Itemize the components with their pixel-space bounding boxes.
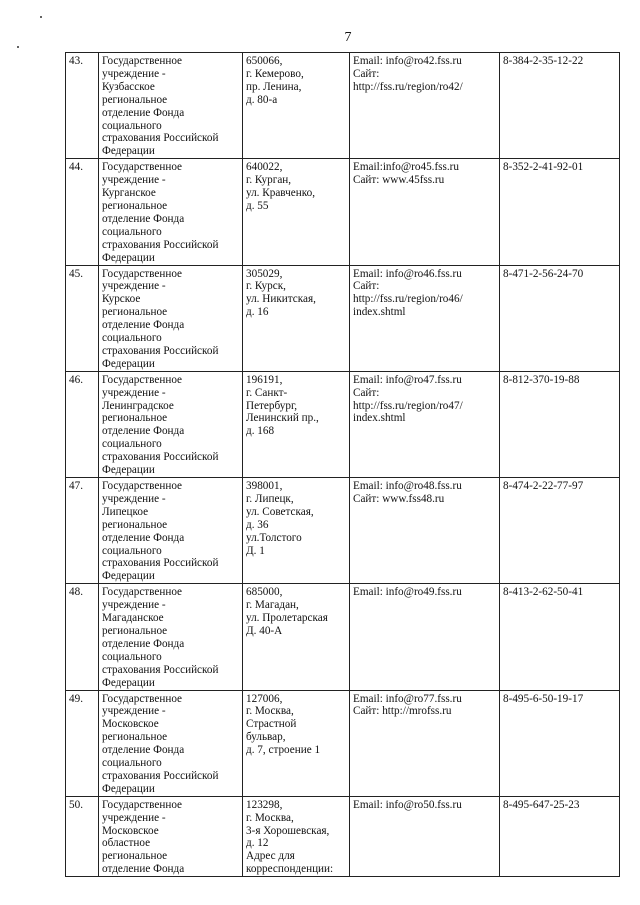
postal-address-line: г. Магадан, [246,599,299,612]
institution-name-line: Курганское [102,187,156,200]
postal-address-line: Адрес для [246,850,295,863]
postal-address-line: 640022, [246,161,283,174]
institution-name-line: региональное [102,624,168,637]
contact-info-line: Сайт: http://mrofss.ru [353,705,452,718]
contact-info [350,53,500,159]
postal-address-line: 3-я Хорошевская, [246,824,330,837]
postal-address [243,159,350,265]
contact-info-line: Email: info@ro46.fss.ru [353,267,462,280]
contact-info [350,478,500,584]
contact-info-line: Email: info@ro49.fss.ru [353,586,462,599]
contact-info [350,690,500,796]
institution-name-line: Федерации [102,570,155,583]
institution-name-line: Государственное [102,267,183,280]
contact-info-line: Сайт: [353,386,380,399]
institution-name-line: социального [102,225,162,238]
postal-address-line: г. Кемерово, [246,67,304,80]
institution-name-line: региональное [102,850,168,863]
page-number: 7 [344,30,352,45]
postal-address-line: г. Москва, [246,811,294,824]
contact-info-line: Email: info@ro42.fss.ru [353,55,462,67]
contact-info-line: Email: info@ro50.fss.ru [353,798,462,811]
contact-info-line: Сайт: [353,67,380,80]
postal-address-line: д. 12 [246,837,269,850]
postal-address-line: д. 168 [246,425,275,438]
postal-address-line: 127006, [246,692,283,705]
institution-name-line: учреждение - [102,386,166,399]
phone-number: 8-495-6-50-19-17 [500,690,620,796]
institution-name-line: отделение Фонда [102,212,185,225]
institution-name-line: Государственное [102,373,183,386]
contact-info-line: http://fss.ru/region/ro42/ [353,80,463,93]
row-number: 46. [66,371,99,477]
contact-info-line: index.shtml [353,412,406,425]
postal-address-line: ул. Советская, [246,505,314,518]
phone-number: 8-413-2-62-50-41 [500,584,620,690]
institution-name [99,796,243,876]
row-number: 43. [66,53,99,159]
postal-address-line: д. 7, строение 1 [246,744,321,757]
postal-address [243,796,350,876]
table-row [66,478,620,584]
contact-info-line: http://fss.ru/region/ro46/ [353,293,463,306]
institution-name-line: Государственное [102,55,183,67]
institution-name-line: региональное [102,199,168,212]
postal-address-line: 305029, [246,267,283,280]
institution-name-line: Кузбасское [102,80,155,93]
institution-name-line: учреждение - [102,492,166,505]
institution-name [99,159,243,265]
institution-name-line: отделение Фонда [102,531,185,544]
institution-name-line: социального [102,757,162,770]
institution-name-line: Федерации [102,464,155,477]
table-row [66,584,620,690]
postal-address-line: г. Курган, [246,174,292,187]
postal-address-line: г. Санкт- [246,386,288,399]
institution-name-line: страхования Российской [102,557,219,570]
institution-name-line: страхования Российской [102,769,219,782]
institution-name-line: социального [102,650,162,663]
institution-name-line: отделение Фонда [102,319,185,332]
postal-address-line: ул. Пролетарская [246,612,328,625]
postal-address-line: г. Курск, [246,280,286,293]
institution-name-line: отделение Фонда [102,106,185,119]
institution-name-line: учреждение - [102,811,166,824]
phone-number: 8-812-370-19-88 [500,371,620,477]
postal-address-line: 196191, [246,373,283,386]
phone-number: 8-495-647-25-23 [500,796,620,876]
postal-address-line: корреспонденции: [246,863,334,876]
institution-name-line: региональное [102,412,168,425]
scan-speck [17,46,19,48]
institution-name-line: Ленинградское [102,399,174,412]
institution-name [99,690,243,796]
institution-name-line: Московское [102,824,159,837]
row-number: 45. [66,265,99,371]
contact-info-line: Email: info@ro77.fss.ru [353,692,462,705]
row-number: 47. [66,478,99,584]
postal-address-line: г. Москва, [246,705,294,718]
institution-name-line: социального [102,438,162,451]
institution-name-line: учреждение - [102,599,166,612]
fss-offices-table [65,52,620,877]
table-row [66,53,620,159]
contact-info-line: Email: info@ro48.fss.ru [353,480,462,492]
postal-address-line: д. 16 [246,306,269,319]
institution-name-line: Федерации [102,782,155,795]
institution-name-line: Магаданское [102,612,164,625]
institution-name-line: социального [102,119,162,132]
row-number: 49. [66,690,99,796]
postal-address-line: 650066, [246,55,283,67]
contact-info [350,265,500,371]
postal-address-line: 398001, [246,480,283,492]
table-row [66,265,620,371]
institution-name-line: учреждение - [102,705,166,718]
postal-address-line: д. 55 [246,199,269,212]
postal-address-line: Д. 1 [246,544,265,557]
contact-info [350,796,500,876]
postal-address [243,584,350,690]
postal-address [243,371,350,477]
row-number: 50. [66,796,99,876]
postal-address [243,690,350,796]
institution-name-line: Государственное [102,161,183,174]
postal-address-line: бульвар, [246,731,286,744]
institution-name-line: Государственное [102,586,183,599]
contact-info-line: Сайт: www.45fss.ru [353,174,445,187]
institution-name-line: отделение Фонда [102,863,185,876]
institution-name-line: учреждение - [102,174,166,187]
contact-info-line: Email:info@ro45.fss.ru [353,161,460,174]
postal-address-line: пр. Ленина, [246,80,302,93]
institution-name-line: Государственное [102,480,183,492]
institution-name-line: региональное [102,306,168,319]
postal-address-line: Д. 40-А [246,624,283,637]
contact-info-line: Сайт: [353,280,380,293]
table-row [66,796,620,876]
institution-name-line: региональное [102,731,168,744]
table-body [66,53,620,877]
institution-name-line: социального [102,332,162,345]
postal-address-line: Страстной [246,718,297,731]
row-number: 48. [66,584,99,690]
institution-name-line: страхования Российской [102,238,219,251]
contact-info-line: Email: info@ro47.fss.ru [353,373,462,386]
postal-address-line: 685000, [246,586,283,599]
institution-name-line: региональное [102,518,168,531]
institution-name-line: Федерации [102,145,155,158]
contact-info [350,584,500,690]
contact-info-line: index.shtml [353,306,406,319]
phone-number: 8-474-2-22-77-97 [500,478,620,584]
postal-address-line: д. 80-а [246,93,278,106]
table-row [66,371,620,477]
row-number: 44. [66,159,99,265]
contact-info-line: http://fss.ru/region/ro47/ [353,399,463,412]
institution-name-line: Курское [102,293,141,306]
institution-name-line: областное [102,837,151,850]
postal-address-line: ул.Толстого [246,531,302,544]
institution-name-line: Федерации [102,251,155,264]
institution-name-line: учреждение - [102,280,166,293]
institution-name-line: Федерации [102,357,155,370]
institution-name-line: страхования Российской [102,451,219,464]
phone-number: 8-471-2-56-24-70 [500,265,620,371]
institution-name [99,371,243,477]
contact-info [350,159,500,265]
institution-name [99,584,243,690]
institution-name-line: страхования Российской [102,344,219,357]
institution-name-line: Федерации [102,676,155,689]
postal-address [243,478,350,584]
institution-name-line: региональное [102,93,168,106]
institution-name [99,53,243,159]
phone-number: 8-384-2-35-12-22 [500,53,620,159]
postal-address-line: 123298, [246,798,283,811]
table-row [66,690,620,796]
postal-address-line: ул. Кравченко, [246,187,315,200]
phone-number: 8-352-2-41-92-01 [500,159,620,265]
postal-address [243,265,350,371]
institution-name-line: отделение Фонда [102,637,185,650]
institution-name-line: Московское [102,718,159,731]
postal-address-line: Петербург, [246,399,298,412]
postal-address-line: г. Липецк, [246,492,294,505]
contact-info-line: Сайт: www.fss48.ru [353,492,445,505]
postal-address-line: Ленинский пр., [246,412,319,425]
institution-name [99,265,243,371]
institution-name-line: Государственное [102,798,183,811]
scan-speck [40,16,42,18]
institution-name [99,478,243,584]
institution-name-line: Липецкое [102,505,149,518]
institution-name-line: отделение Фонда [102,744,185,757]
institution-name-line: страхования Российской [102,663,219,676]
institution-name-line: страхования Российской [102,132,219,145]
postal-address [243,53,350,159]
table-row [66,159,620,265]
institution-name-line: учреждение - [102,67,166,80]
institution-name-line: Государственное [102,692,183,705]
postal-address-line: д. 36 [246,518,269,531]
institution-name-line: отделение Фонда [102,425,185,438]
institution-name-line: социального [102,544,162,557]
contact-info [350,371,500,477]
postal-address-line: ул. Никитская, [246,293,316,306]
